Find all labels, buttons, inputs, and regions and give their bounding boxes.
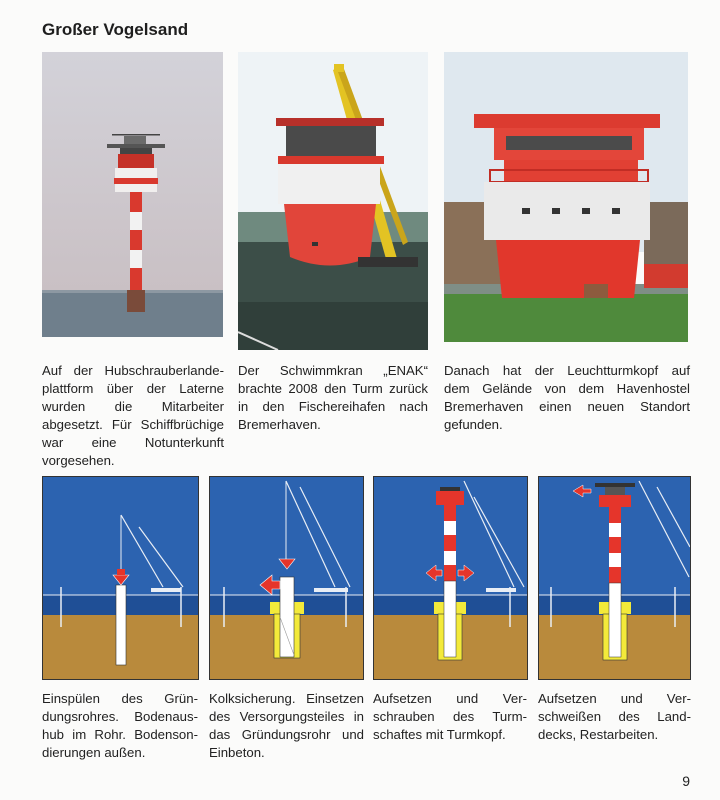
caption-line: decks, Restarbeiten. [538,727,659,742]
photo-floating-crane [238,52,428,350]
caption-line: das Gründungsrohr und [209,727,364,742]
photo-caption-crane [238,362,428,434]
page-title: Großer Vogelsand [42,20,189,39]
caption-line: Bremerhaven einen neuen Standort [444,399,690,414]
photo-tower-head-on-land [444,52,688,342]
caption-line: dungsrohres. Bodenaus- [42,709,198,724]
caption-line: dem Gelände von dem Havenhostel [444,381,690,396]
caption-line: des Versorgungsteiles in [209,709,364,724]
caption-line: abgesetzt. Für Schiffbrüchige [42,417,224,432]
caption-line: Kolksicherung. Einsetzen [209,691,364,706]
caption-line: brachte 2008 den Turm zurück [238,381,428,396]
caption-line: Auf der Hubschrauberlande- [42,363,224,378]
caption-line: plattform über der Laterne [42,381,224,396]
caption-line: vorgesehen. [42,453,115,468]
floating-crane-image [238,52,428,350]
caption-line: schaftes mit Turmkopf. [373,727,506,742]
page-number: 9 [682,773,690,789]
caption-line: Aufsetzen und Ver- [538,691,691,706]
caption-line: war eine Notunterkunft [42,435,224,450]
caption-line: schrauben des Turm- [373,709,527,724]
caption-line: wurden die Mitarbeiter [42,399,224,414]
caption-line: Bremerhaven. [238,417,321,432]
photo-caption-new-location [444,362,690,434]
diagram-caption-step-4 [538,690,691,744]
photo-caption-helipad [42,362,224,470]
diagram-caption-step-1 [42,690,198,762]
diagram-step-4-land-deck [538,476,691,680]
diagram-step-2-scour-protection [209,476,364,680]
caption-line: dierungen außen. [42,745,146,760]
caption-line: Einspülen des Grün- [42,691,198,706]
photo-lighthouse-at-sea [42,52,223,337]
caption-line: schweißen des Land- [538,709,691,724]
diagram-caption-step-2 [209,690,364,762]
caption-line: gefunden. [444,417,503,432]
diagram-step-1-pile-driving [42,476,199,680]
caption-line: in den Fischereihafen nach [238,399,428,414]
caption-line: Aufsetzen und Ver- [373,691,527,706]
lighthouse-at-sea-image [42,52,223,337]
tower-head-on-land-image [444,52,688,342]
caption-line: Danach hat der Leuchtturmkopf auf [444,363,690,378]
diagram-caption-step-3 [373,690,527,744]
caption-line: Einbeton. [209,745,265,760]
caption-line: hub im Rohr. Bodenson- [42,727,198,742]
caption-line: Der Schwimmkran „ENAK“ [238,363,428,378]
diagram-step-3-tower-shaft [373,476,528,680]
